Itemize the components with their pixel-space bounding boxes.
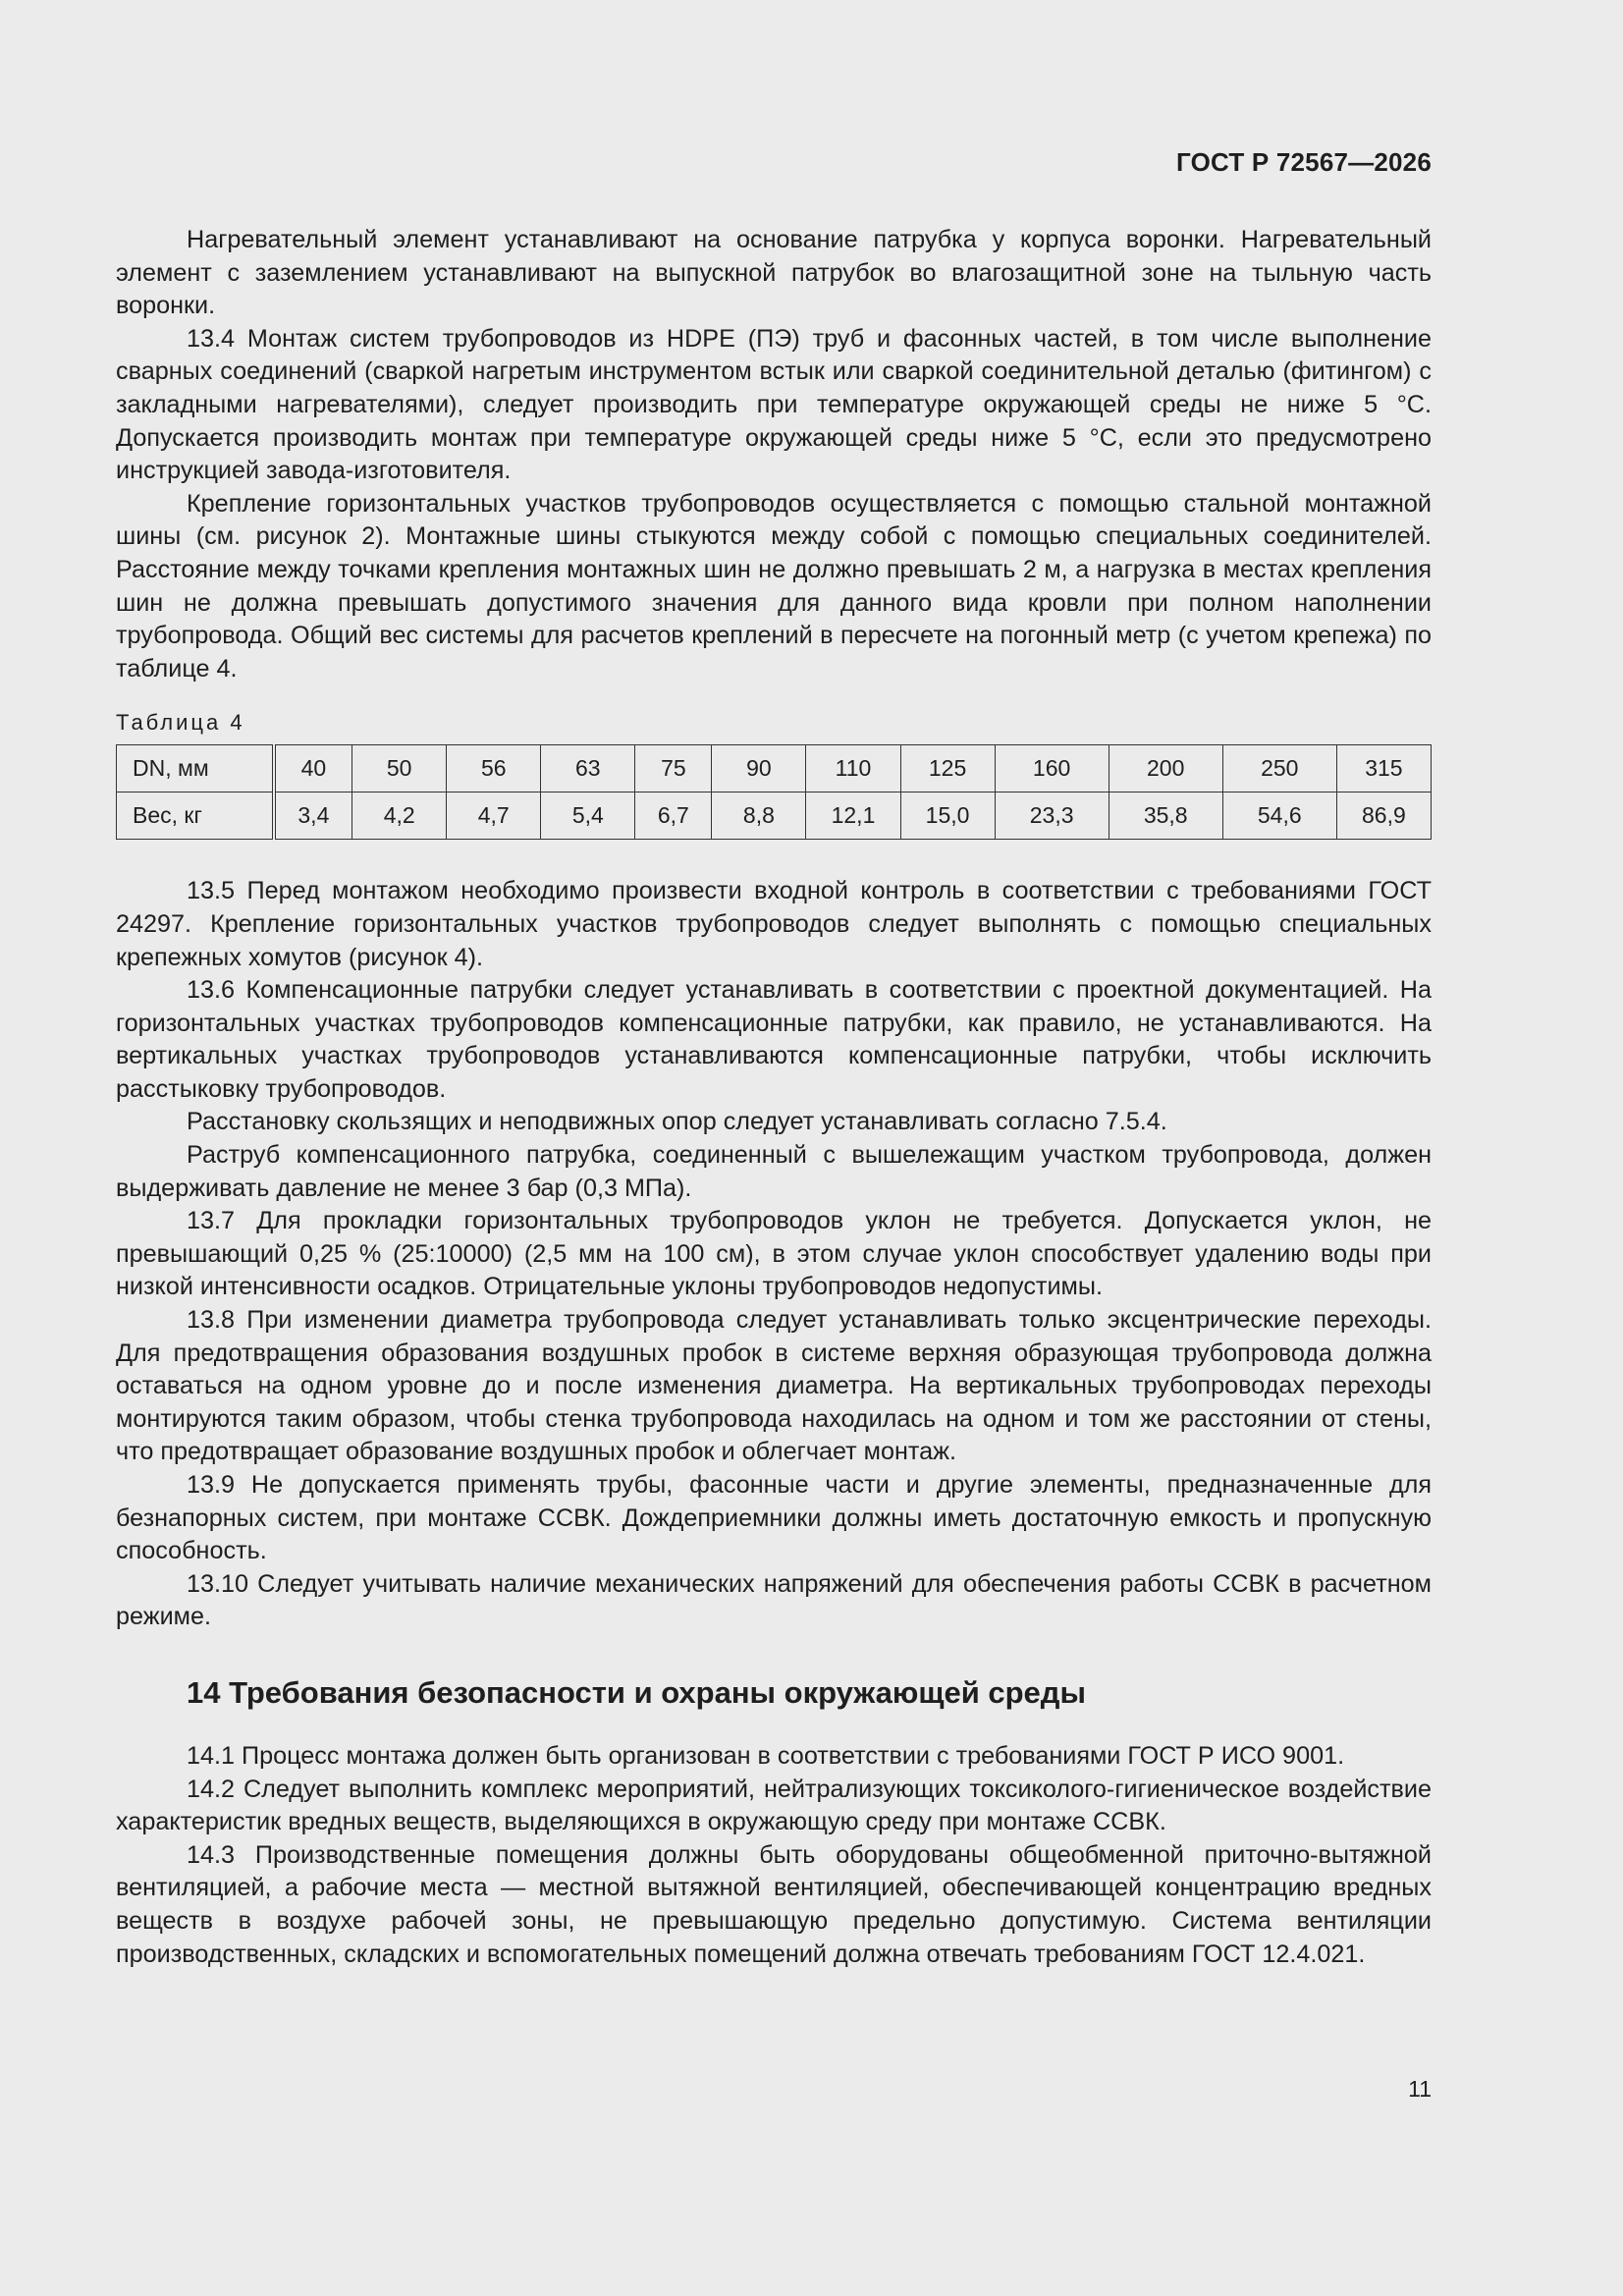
table-cell: 12,1 <box>806 793 900 840</box>
table-cell: 8,8 <box>712 793 806 840</box>
paragraph: 13.9 Не допускается применять трубы, фасонные части и другие элементы, предназначенные для безнапорных систем, при монтаже ССВК. Дождеприемники должны иметь достаточную емкость и пропускную способность. <box>116 1471 1432 1565</box>
table-cell: 4,7 <box>447 793 541 840</box>
table-cell: 15,0 <box>900 793 995 840</box>
paragraph: 13.4 Монтаж систем трубопроводов из HDPE (ПЭ) труб и фасонных частей, в том числе выполнение сварных соединений (сваркой нагретым инструментом встык или сваркой соединительной деталью (фитингом) с закладными нагревателями), следует производить при температуре окружающей среды не ниже 5 °С. Допускается производить монтаж при температуре окружающей среды ниже 5 °С, если это предусмотрено инструкцией завода-изготовителя. <box>116 324 1432 485</box>
table-cell: 125 <box>900 745 995 793</box>
table-cell: 3,4 <box>274 793 352 840</box>
paragraph: Крепление горизонтальных участков трубопроводов осуществляется с помощью стальной монтажной шины (см. рисунок 2). Монтажные шины стыкуются между собой с помощью специальных соединителей. Расстояние между точками крепления монтажных шин не должно превышать 2 м, а нагрузка в местах крепления шин не должна превышать допустимого значения для данного вида кровли при полном наполнении трубопровода. Общий вес системы для расчетов креплений в пересчете на погонный метр (с учетом крепежа) по таблице 4. <box>116 489 1432 683</box>
paragraph: Нагревательный элемент устанавливают на основание патрубка у корпуса воронки. Нагревательный элемент с заземлением устанавливают на выпускной патрубок во влагозащитной зоне на тыльную часть воронки. <box>116 226 1432 320</box>
paragraph: 14.2 Следует выполнить комплекс мероприятий, нейтрализующих токсиколого-гигиеническое воздействие характеристик вредных веществ, выделяющихся в окружающую среду при монтаже ССВК. <box>116 1775 1432 1836</box>
section-14-body <box>116 1740 1432 1971</box>
table-cell: 23,3 <box>995 793 1109 840</box>
table-4 <box>116 744 1432 840</box>
table-cell: 160 <box>995 745 1109 793</box>
paragraph: 13.6 Компенсационные патрубки следует устанавливать в соответствии с проектной документацией. На горизонтальных участках трубопроводов компенсационные патрубки, как правило, не устанавливаются. На вертикальных участках трубопроводов устанавливаются компенсационные патрубки, чтобы исключить расстыковку трубопроводов. <box>116 976 1432 1103</box>
document-header: ГОСТ Р 72567—2026 <box>1176 147 1432 177</box>
page-number: 11 <box>1408 2076 1432 2102</box>
table-caption: Таблица 4 <box>116 710 245 736</box>
table-cell: 315 <box>1336 745 1431 793</box>
paragraph: Расстановку скользящих и неподвижных опор следует устанавливать согласно 7.5.4. <box>187 1108 1167 1136</box>
table-body <box>117 745 1432 840</box>
table-cell: 54,6 <box>1222 793 1336 840</box>
page-content <box>116 224 1432 1971</box>
table-row <box>117 793 1432 840</box>
section-heading: 14 Требования безопасности и охраны окружающей среды <box>187 1674 1086 1710</box>
table-cell: 63 <box>541 745 635 793</box>
table-cell: 50 <box>352 745 447 793</box>
table-row-header: DN, мм <box>117 745 274 793</box>
table-cell: 6,7 <box>635 793 712 840</box>
table-cell: 5,4 <box>541 793 635 840</box>
paragraph: 13.7 Для прокладки горизонтальных трубопроводов уклон не требуется. Допускается уклон, не превышающий 0,25 % (25:10000) (2,5 мм на 100 см), в этом случае уклон способствует удалению воды при низкой интенсивности осадков. Отрицательные уклоны трубопроводов недопустимы. <box>116 1207 1432 1301</box>
table-row-header: Вес, кг <box>117 793 274 840</box>
table-cell: 250 <box>1222 745 1336 793</box>
table-cell: 90 <box>712 745 806 793</box>
table-cell: 200 <box>1109 745 1222 793</box>
paragraph: 13.8 При изменении диаметра трубопровода следует устанавливать только эксцентрические переходы. Для предотвращения образования воздушных пробок в системе верхняя образующая трубопровода должна оставаться на одном уровне до и после изменения диаметра. На вертикальных трубопроводах переходы монтируются таким образом, чтобы стенка трубопровода находилась на одном и том же расстоянии от стены, что предотвращает образование воздушных пробок и облегчает монтаж. <box>116 1306 1432 1466</box>
table-cell: 110 <box>806 745 900 793</box>
table-cell: 86,9 <box>1336 793 1431 840</box>
paragraph: 13.10 Следует учитывать наличие механических напряжений для обеспечения работы ССВК в расчетном режиме. <box>116 1569 1432 1631</box>
paragraph: Раструб компенсационного патрубка, соединенный с вышележащим участком трубопровода, должен выдерживать давление не менее 3 бар (0,3 МПа). <box>116 1141 1432 1202</box>
table-cell: 56 <box>447 745 541 793</box>
table-cell: 75 <box>635 745 712 793</box>
paragraph: 14.1 Процесс монтажа должен быть организован в соответствии с требованиями ГОСТ Р ИСО 9001. <box>187 1741 1345 1770</box>
table-cell: 35,8 <box>1109 793 1222 840</box>
table-cell: 4,2 <box>352 793 447 840</box>
paragraphs-top <box>116 224 1432 685</box>
table-cell: 40 <box>274 745 352 793</box>
paragraphs-middle <box>116 875 1432 1634</box>
paragraph: 14.3 Производственные помещения должны быть оборудованы общеобменной приточно-вытяжной вентиляцией, а рабочие места — местной вытяжной вентиляцией, обеспечивающей концентрацию вредных веществ в воздухе рабочей зоны, не превышающую предельно допустимую. Система вентиляции производственных, складских и вспомогательных помещений должна отвечать требованиям ГОСТ 12.4.021. <box>116 1840 1432 1968</box>
paragraph: 13.5 Перед монтажом необходимо произвести входной контроль в соответствии с требованиями ГОСТ 24297. Крепление горизонтальных участков трубопроводов следует выполнять с помощью специальных крепежных хомутов (рисунок 4). <box>116 877 1432 971</box>
table-row <box>117 745 1432 793</box>
